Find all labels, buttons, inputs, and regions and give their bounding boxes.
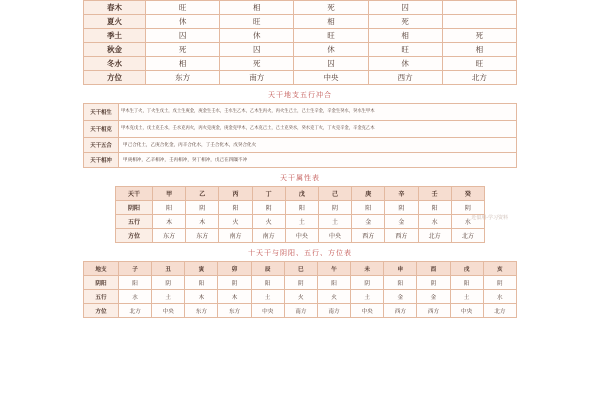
- cell: [442, 1, 516, 15]
- cell: 甲庚相冲，乙辛相冲，壬丙相冲，癸丁相冲，戊己在四隅不冲: [119, 153, 517, 168]
- cell: 旺: [220, 15, 294, 29]
- cell: 南方: [284, 304, 317, 318]
- cell: 阳: [317, 276, 350, 290]
- cell: 阳: [119, 276, 152, 290]
- row-head: 秋金: [84, 43, 146, 57]
- cell: 木: [186, 215, 219, 229]
- cell: 金: [384, 290, 417, 304]
- cell: 休: [146, 15, 220, 29]
- tiangan-caption: 天干属性表: [280, 174, 320, 182]
- cell: 甲: [153, 187, 186, 201]
- cell: 旺: [368, 43, 442, 57]
- cell: 火: [317, 290, 350, 304]
- cell: 西方: [417, 304, 450, 318]
- cell: 土: [318, 215, 351, 229]
- cell: 旺: [294, 29, 368, 43]
- cell: 阴: [385, 201, 418, 215]
- cell: 阳: [219, 201, 252, 215]
- row-head: 阴阳: [116, 201, 153, 215]
- cell: 西方: [368, 71, 442, 85]
- cell: 庚: [352, 187, 385, 201]
- watermark: 近似用-学习资料: [471, 215, 508, 221]
- cell: 水: [451, 215, 484, 229]
- cell: 中央: [450, 304, 483, 318]
- cell: 寅: [185, 262, 218, 276]
- table-row: [84, 276, 517, 290]
- cell: 阴: [451, 201, 484, 215]
- cell: 相: [220, 1, 294, 15]
- cell: 卯: [218, 262, 251, 276]
- cell: 己: [318, 187, 351, 201]
- cell: 南方: [317, 304, 350, 318]
- cell: 丙: [219, 187, 252, 201]
- cell: 壬: [418, 187, 451, 201]
- row-head: 天干相冲: [84, 153, 119, 168]
- seasonal-strength-table: [83, 0, 517, 85]
- cell: 申: [384, 262, 417, 276]
- row-head: 阴阳: [84, 276, 119, 290]
- cell: 囚: [146, 29, 220, 43]
- cell: 巳: [284, 262, 317, 276]
- cell: 金: [417, 290, 450, 304]
- cell: 水: [483, 290, 516, 304]
- row-head: 冬水: [84, 57, 146, 71]
- cell: 甲己合化土，乙庚合化金，丙辛合化水，丁壬合化木，戊癸合化火: [119, 138, 517, 153]
- cell: 阴: [218, 276, 251, 290]
- cell: 阴: [252, 201, 285, 215]
- cell: 南方: [220, 71, 294, 85]
- left-margin: [0, 0, 72, 400]
- dizhi-attribute-table: [83, 261, 517, 318]
- cell: 东方: [153, 229, 186, 243]
- table-row: [84, 57, 517, 71]
- cell: 中央: [285, 229, 318, 243]
- cell: 水: [119, 290, 152, 304]
- tiangan-attribute-table: [115, 186, 485, 243]
- cell: 死: [146, 43, 220, 57]
- cell: 阴: [417, 276, 450, 290]
- cell: 子: [119, 262, 152, 276]
- chonghe-caption: 天干地支五行冲合: [268, 91, 332, 99]
- cell: 阴: [186, 201, 219, 215]
- cell: 木: [185, 290, 218, 304]
- cell: 相: [146, 57, 220, 71]
- cell: 金: [352, 215, 385, 229]
- cell: 阳: [384, 276, 417, 290]
- cell: 木: [153, 215, 186, 229]
- cell: 囚: [294, 57, 368, 71]
- cell: 阳: [251, 276, 284, 290]
- cell: 西方: [352, 229, 385, 243]
- cell: 东方: [218, 304, 251, 318]
- cell: 相: [368, 29, 442, 43]
- cell: 南方: [219, 229, 252, 243]
- cell: 阳: [285, 201, 318, 215]
- cell: 中央: [351, 304, 384, 318]
- cell: 戌: [450, 262, 483, 276]
- table-row: [84, 290, 517, 304]
- cell: 休: [220, 29, 294, 43]
- cell: 午: [317, 262, 350, 276]
- table-row: [116, 201, 485, 215]
- cell: 东方: [186, 229, 219, 243]
- cell: 中央: [294, 71, 368, 85]
- table-row: [84, 43, 517, 57]
- cell: 辰: [251, 262, 284, 276]
- row-head: 地支: [84, 262, 119, 276]
- cell: 相: [294, 15, 368, 29]
- cell: 水: [418, 215, 451, 229]
- cell: 甲木克戊土，戊土克壬水，壬水克丙火，丙火克庚金，庚金克甲木，乙木克己土，己土克癸水，癸水克丁火，丁火克辛金，辛金克乙木: [119, 121, 517, 138]
- cell: 北方: [442, 71, 516, 85]
- cell: 火: [252, 215, 285, 229]
- table-row: [84, 15, 517, 29]
- cell: 金: [385, 215, 418, 229]
- cell: 西方: [385, 229, 418, 243]
- cell: 北方: [483, 304, 516, 318]
- cell: 火: [284, 290, 317, 304]
- cell: 丁: [252, 187, 285, 201]
- dizhi-caption: 十天干与阴阳、五行、方位表: [248, 249, 352, 257]
- cell: 阴: [284, 276, 317, 290]
- cell: 旺: [146, 1, 220, 15]
- row-head: 天干相克: [84, 121, 119, 138]
- row-head: 方位: [84, 71, 146, 85]
- cell: 北方: [418, 229, 451, 243]
- row-head: 春木: [84, 1, 146, 15]
- right-margin: [588, 0, 600, 400]
- table-row: [84, 1, 517, 15]
- cell: 火: [219, 215, 252, 229]
- cell: 东方: [185, 304, 218, 318]
- row-head: 夏火: [84, 15, 146, 29]
- cell: 死: [368, 15, 442, 29]
- cell: 土: [351, 290, 384, 304]
- cell: 阳: [153, 201, 186, 215]
- cell: 阳: [352, 201, 385, 215]
- cell: 死: [220, 57, 294, 71]
- table-row: [84, 71, 517, 85]
- cell: 南方: [252, 229, 285, 243]
- cell: 休: [368, 57, 442, 71]
- cell: 乙: [186, 187, 219, 201]
- table-row: [84, 138, 517, 153]
- cell: 辛: [385, 187, 418, 201]
- table-row: [84, 29, 517, 43]
- row-head: 方位: [84, 304, 119, 318]
- cell: 中央: [251, 304, 284, 318]
- cell: 中央: [152, 304, 185, 318]
- cell: 癸: [451, 187, 484, 201]
- cell: 亥: [483, 262, 516, 276]
- cell: 西方: [384, 304, 417, 318]
- cell: 阴: [483, 276, 516, 290]
- table-row: [116, 229, 485, 243]
- row-head: 天干五合: [84, 138, 119, 153]
- cell: 土: [285, 215, 318, 229]
- gan-zhi-chonghe-table: [83, 103, 517, 168]
- cell: 阳: [450, 276, 483, 290]
- cell: [442, 15, 516, 29]
- cell: 死: [442, 29, 516, 43]
- cell: 阳: [185, 276, 218, 290]
- cell: 北方: [119, 304, 152, 318]
- table-row: [84, 121, 517, 138]
- cell: 囚: [368, 1, 442, 15]
- cell: 囚: [220, 43, 294, 57]
- cell: 木: [218, 290, 251, 304]
- cell: 旺: [442, 57, 516, 71]
- cell: 土: [152, 290, 185, 304]
- cell: 土: [251, 290, 284, 304]
- cell: 未: [351, 262, 384, 276]
- table-row: [84, 262, 517, 276]
- table-row: [84, 153, 517, 168]
- table-row: [84, 304, 517, 318]
- row-head: 季土: [84, 29, 146, 43]
- table-row: [84, 104, 517, 121]
- row-head: 五行: [116, 215, 153, 229]
- cell: 阴: [152, 276, 185, 290]
- cell: 甲木生丁火，丁火生戊土，戊土生庚金，庚金生壬水，壬水生乙木，乙木生丙火，丙火生己土，己土生辛金，辛金生癸水，癸水生甲木: [119, 104, 517, 121]
- cell: 戊: [285, 187, 318, 201]
- cell: 北方: [451, 229, 484, 243]
- cell: 土: [450, 290, 483, 304]
- table-row: [116, 187, 485, 201]
- cell: 阴: [351, 276, 384, 290]
- cell: 中央: [318, 229, 351, 243]
- row-head: 方位: [116, 229, 153, 243]
- cell: 东方: [146, 71, 220, 85]
- row-head: 天干相生: [84, 104, 119, 121]
- cell: 阴: [318, 201, 351, 215]
- cell: 丑: [152, 262, 185, 276]
- cell: 阳: [418, 201, 451, 215]
- row-head: 天干: [116, 187, 153, 201]
- cell: 死: [294, 1, 368, 15]
- cell: 相: [442, 43, 516, 57]
- cell: 酉: [417, 262, 450, 276]
- table-row: [116, 215, 485, 229]
- cell: 休: [294, 43, 368, 57]
- row-head: 五行: [84, 290, 119, 304]
